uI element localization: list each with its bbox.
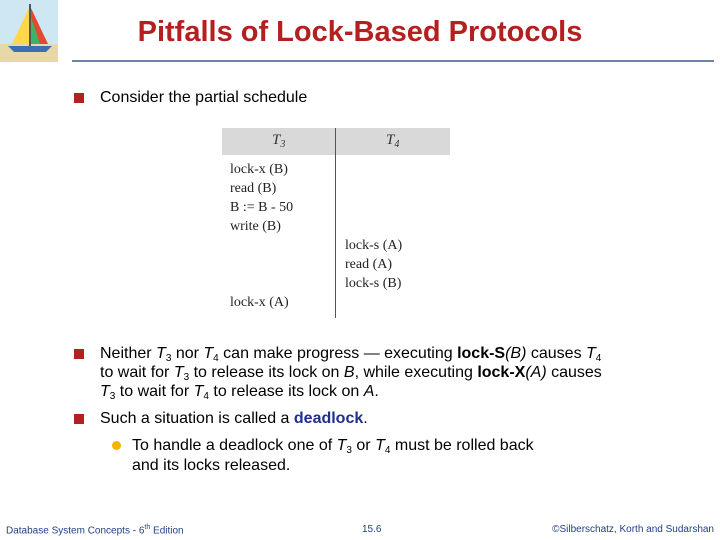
sub-bullet-line-1: To handle a deadlock one of $T_3$ or $T_4$ must be rolled back (132, 437, 534, 456)
t3-op: lock-x (B) (230, 162, 288, 177)
bullet-marker (74, 414, 84, 424)
footer-book-title: Database System Concepts - 6th Edition (6, 524, 184, 537)
footer-page-number: 15.6 (362, 524, 382, 535)
bullet-marker (74, 93, 84, 103)
column-header-t3: $T_3$ (272, 132, 286, 150)
deadlock-line: Such a situation is called a deadlock. (100, 410, 368, 427)
neither-line-1: Neither $T_3$ nor $T_4$ can make progress — executing lock-S(B) causes $T_4$ (100, 345, 602, 364)
schedule-table (222, 128, 450, 318)
t4-op: lock-s (A) (345, 238, 403, 253)
title-divider (72, 60, 714, 62)
sub-bullet-dot (112, 441, 121, 450)
neither-line-3: $T_3$ to wait for $T_4$ to release its lock on A. (100, 383, 379, 402)
sub-bullet-line-2: and its locks released. (132, 457, 291, 474)
t4-op: lock-s (B) (345, 276, 402, 291)
bullet-marker (74, 349, 84, 359)
t3-op: lock-x (A) (230, 295, 289, 310)
t3-op: write (B) (230, 219, 281, 234)
neither-line-2: to wait for $T_3$ to release its lock on B, while executing lock-X(A) causes (100, 364, 602, 383)
intro-text: Consider the partial schedule (100, 89, 308, 106)
column-divider (335, 128, 336, 318)
deadlock-term: deadlock (293, 410, 364, 427)
column-header-t4: $T_4$ (386, 132, 400, 150)
t3-op: read (B) (230, 181, 277, 196)
slide-title: Pitfalls of Lock-Based Protocols (137, 16, 583, 48)
schedule-header (222, 128, 450, 155)
footer-copyright: ©Silberschatz, Korth and Sudarshan (552, 524, 714, 535)
t4-op: read (A) (345, 257, 393, 272)
t3-op: B := B - 50 (230, 200, 294, 215)
